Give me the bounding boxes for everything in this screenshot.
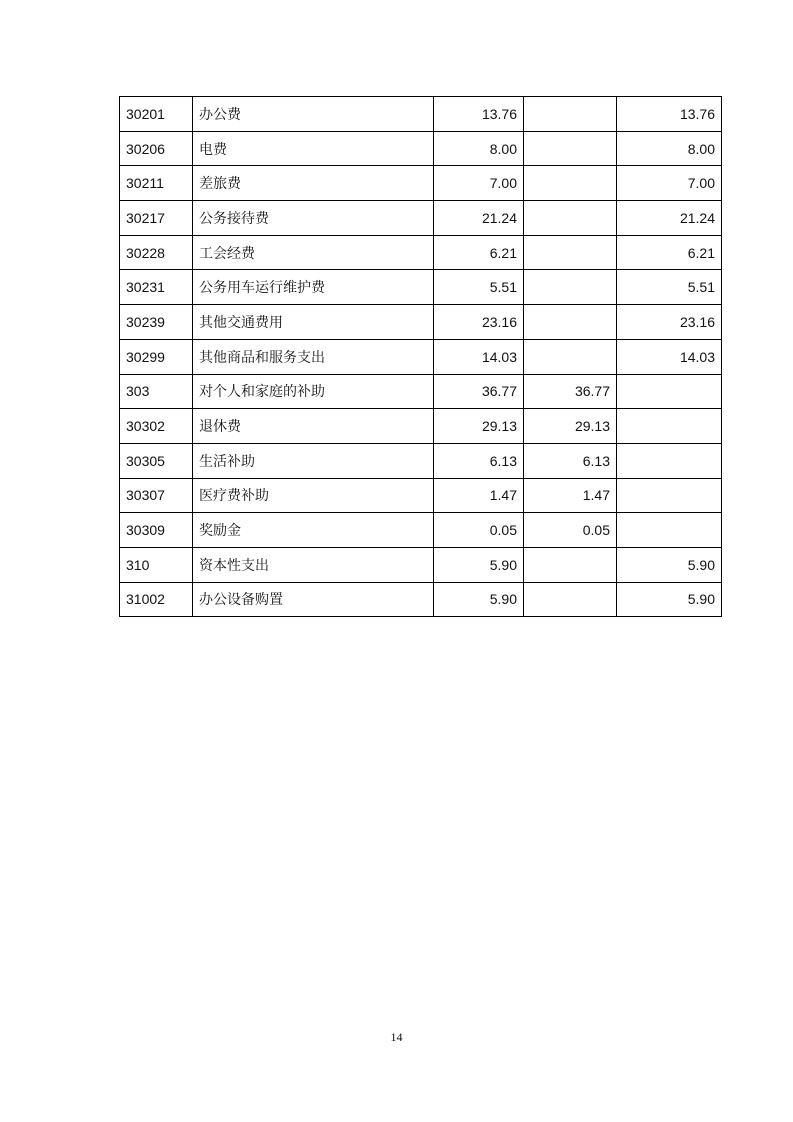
cell-basic-expenditure: [524, 582, 617, 617]
cell-code: 303: [120, 374, 193, 409]
cell-item-name: 办公费: [193, 97, 434, 132]
cell-total: 8.00: [434, 131, 524, 166]
cell-code: 30231: [120, 270, 193, 305]
cell-item-name: 资本性支出: [193, 547, 434, 582]
cell-basic-expenditure: [524, 166, 617, 201]
cell-project-expenditure: [617, 374, 722, 409]
cell-total: 36.77: [434, 374, 524, 409]
cell-total: 6.13: [434, 443, 524, 478]
cell-basic-expenditure: [524, 201, 617, 236]
table-row: [120, 443, 722, 478]
cell-project-expenditure: 6.21: [617, 235, 722, 270]
cell-code: 30309: [120, 513, 193, 548]
cell-total: 7.00: [434, 166, 524, 201]
cell-code: 30239: [120, 305, 193, 340]
table-row: [120, 582, 722, 617]
cell-total: 13.76: [434, 97, 524, 132]
table-row: [120, 513, 722, 548]
cell-code: 30217: [120, 201, 193, 236]
cell-total: 0.05: [434, 513, 524, 548]
cell-total: 5.51: [434, 270, 524, 305]
cell-item-name: 公务接待费: [193, 201, 434, 236]
cell-item-name: 退休费: [193, 409, 434, 444]
cell-project-expenditure: 21.24: [617, 201, 722, 236]
cell-total: 6.21: [434, 235, 524, 270]
table-row: [120, 374, 722, 409]
cell-basic-expenditure: 6.13: [524, 443, 617, 478]
cell-total: 14.03: [434, 339, 524, 374]
cell-project-expenditure: [617, 409, 722, 444]
cell-total: 5.90: [434, 582, 524, 617]
table-row: [120, 409, 722, 444]
budget-table: [119, 96, 722, 617]
table-row: [120, 339, 722, 374]
cell-project-expenditure: 5.90: [617, 547, 722, 582]
table-row: [120, 97, 722, 132]
cell-item-name: 对个人和家庭的补助: [193, 374, 434, 409]
table-row: [120, 305, 722, 340]
table-row: [120, 478, 722, 513]
cell-item-name: 其他交通费用: [193, 305, 434, 340]
cell-basic-expenditure: 0.05: [524, 513, 617, 548]
table-row: [120, 201, 722, 236]
cell-code: 30206: [120, 131, 193, 166]
cell-item-name: 办公设备购置: [193, 582, 434, 617]
cell-total: 5.90: [434, 547, 524, 582]
cell-total: 23.16: [434, 305, 524, 340]
table-body: [120, 97, 722, 617]
cell-item-name: 生活补助: [193, 443, 434, 478]
table-row: [120, 547, 722, 582]
cell-project-expenditure: [617, 443, 722, 478]
cell-project-expenditure: [617, 478, 722, 513]
table-row: [120, 235, 722, 270]
cell-project-expenditure: 7.00: [617, 166, 722, 201]
cell-project-expenditure: [617, 513, 722, 548]
table-row: [120, 166, 722, 201]
cell-basic-expenditure: [524, 339, 617, 374]
cell-basic-expenditure: [524, 235, 617, 270]
cell-basic-expenditure: [524, 131, 617, 166]
cell-code: 30305: [120, 443, 193, 478]
cell-code: 31002: [120, 582, 193, 617]
cell-basic-expenditure: [524, 547, 617, 582]
cell-item-name: 公务用车运行维护费: [193, 270, 434, 305]
cell-basic-expenditure: [524, 305, 617, 340]
cell-project-expenditure: 8.00: [617, 131, 722, 166]
cell-code: 30299: [120, 339, 193, 374]
cell-total: 21.24: [434, 201, 524, 236]
table-row: [120, 131, 722, 166]
cell-total: 29.13: [434, 409, 524, 444]
cell-code: 30228: [120, 235, 193, 270]
cell-basic-expenditure: 36.77: [524, 374, 617, 409]
cell-code: 30302: [120, 409, 193, 444]
cell-project-expenditure: 14.03: [617, 339, 722, 374]
cell-project-expenditure: 5.90: [617, 582, 722, 617]
cell-project-expenditure: 5.51: [617, 270, 722, 305]
cell-basic-expenditure: 1.47: [524, 478, 617, 513]
cell-basic-expenditure: [524, 97, 617, 132]
cell-project-expenditure: 13.76: [617, 97, 722, 132]
cell-basic-expenditure: [524, 270, 617, 305]
table-row: [120, 270, 722, 305]
cell-item-name: 奖励金: [193, 513, 434, 548]
cell-code: 30211: [120, 166, 193, 201]
cell-total: 1.47: [434, 478, 524, 513]
cell-item-name: 差旅费: [193, 166, 434, 201]
cell-item-name: 其他商品和服务支出: [193, 339, 434, 374]
cell-code: 310: [120, 547, 193, 582]
cell-basic-expenditure: 29.13: [524, 409, 617, 444]
cell-item-name: 电费: [193, 131, 434, 166]
cell-item-name: 医疗费补助: [193, 478, 434, 513]
cell-item-name: 工会经费: [193, 235, 434, 270]
cell-code: 30307: [120, 478, 193, 513]
cell-project-expenditure: 23.16: [617, 305, 722, 340]
cell-code: 30201: [120, 97, 193, 132]
page-number: 14: [390, 1030, 403, 1044]
